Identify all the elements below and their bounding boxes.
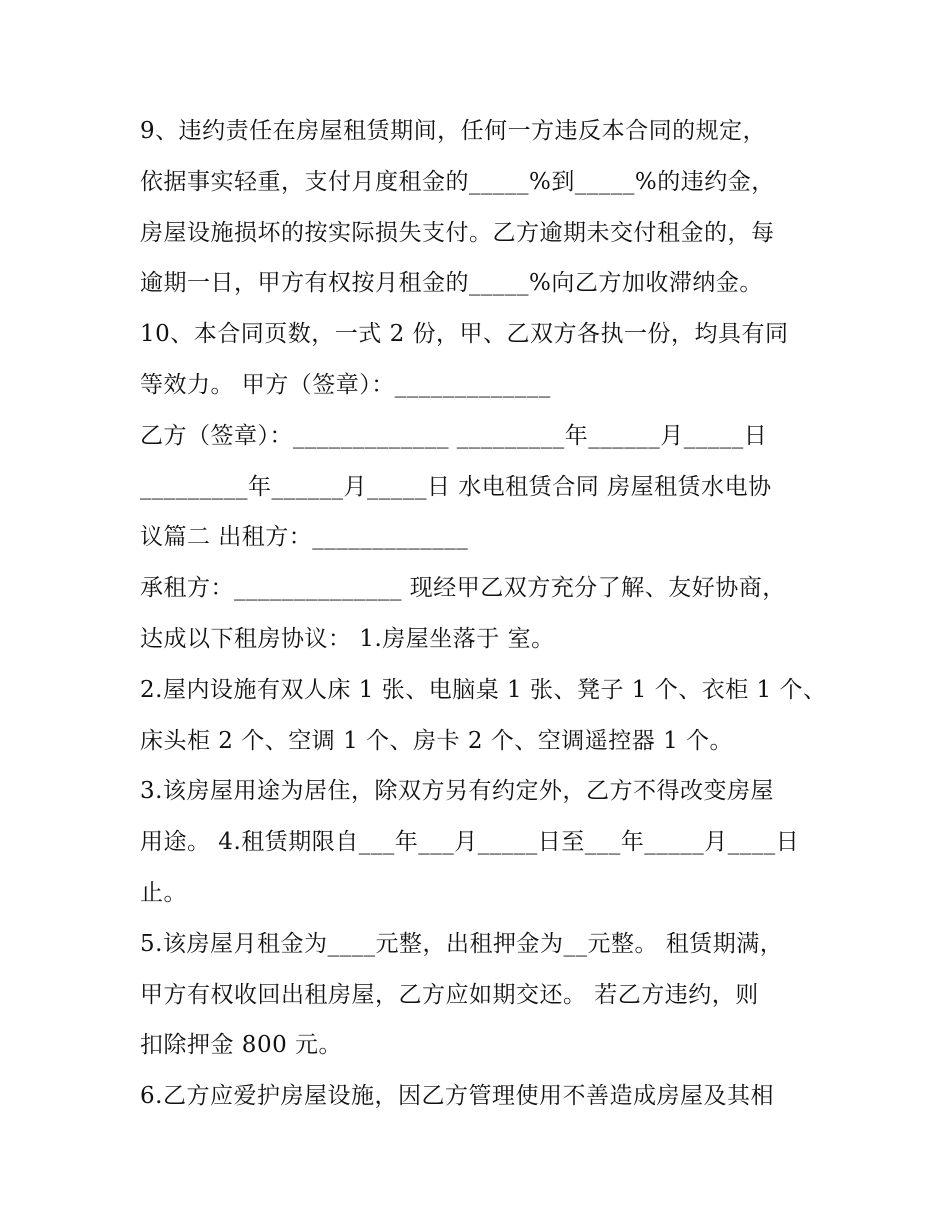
text-line: 5.该房屋月租金为____元整，出租押金为__元整。 租赁期满， xyxy=(140,930,784,957)
text-line: 3.该房屋用途为居住，除双方另有约定外，乙方不得改变房屋 xyxy=(140,778,774,805)
text-line: 依据事实轻重，支付月度租金的_____%到_____%的违约金， xyxy=(140,168,775,195)
text-line: 扣除押金 800 元。 xyxy=(140,1032,343,1059)
text-line: 甲方有权收回出租房屋，乙方应如期交还。 若乙方违约，则 xyxy=(140,981,759,1008)
text-line: 止。 xyxy=(140,879,187,906)
text-line: 10、本合同页数，一式 2 份，甲、乙双方各执一份，均具有同 xyxy=(140,321,789,348)
text-line: 乙方（签章）：_____________ _________年______月_____日 xyxy=(140,422,768,449)
text-line: 达成以下租房协议： 1.房屋坐落于 室。 xyxy=(140,625,555,652)
document-body xyxy=(140,106,827,1122)
text-line: 议篇二 出租方：_____________ xyxy=(140,524,469,551)
text-line: 等效力。 甲方（签章）：_____________ xyxy=(140,371,551,398)
text-line: 6.乙方应爱护房屋设施，因乙方管理使用不善造成房屋及其相 xyxy=(140,1083,774,1110)
text-line: 房屋设施损坏的按实际损失支付。乙方逾期未交付租金的，每 xyxy=(140,219,775,246)
text-line: 床头柜 2 个、空调 1 个、房卡 2 个、空调遥控器 1 个。 xyxy=(140,727,734,754)
text-line: 用途。 4.租赁期限自___年___月_____日至___年_____月____日 xyxy=(140,829,800,856)
text-line: 逾期一日，甲方有权按月租金的_____%向乙方加收滞纳金。 xyxy=(140,270,763,297)
text-line: _________年______月_____日 水电租赁合同 房屋租赁水电协 xyxy=(140,473,772,500)
text-line: 9、违约责任在房屋租赁期间，任何一方违反本合同的规定， xyxy=(140,118,767,144)
text-line: 2.屋内设施有双人床 1 张、电脑桌 1 张、凳子 1 个、衣柜 1 个、 xyxy=(140,676,827,703)
text-line: 承租方：______________ 现经甲乙双方充分了解、友好协商， xyxy=(140,575,786,602)
